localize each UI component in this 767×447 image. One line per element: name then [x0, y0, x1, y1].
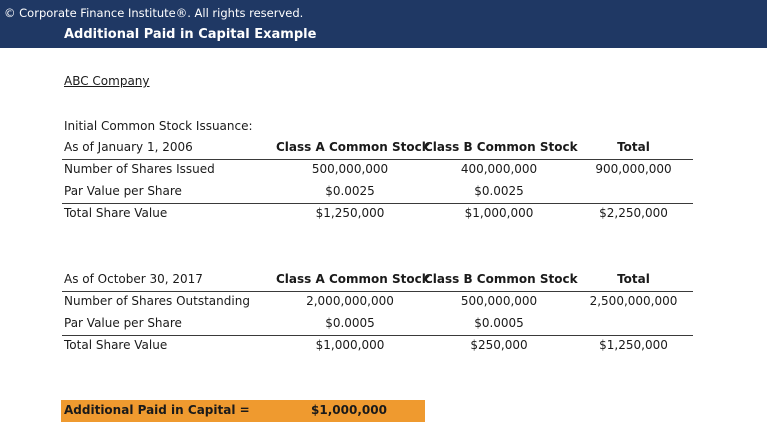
class-a-value: 2,000,000,000	[306, 294, 394, 308]
apic-result-bar	[61, 400, 425, 422]
class-a-value: $1,000,000	[315, 338, 385, 352]
col-header-class-b: Class B Common Stock	[424, 272, 578, 286]
total-value: 900,000,000	[595, 162, 672, 176]
row-label: Number of Shares Issued	[64, 162, 215, 176]
apic-value: $1,000,000	[311, 403, 387, 417]
current-date-label: As of October 30, 2017	[64, 272, 203, 286]
issuance-date-label: As of January 1, 2006	[64, 140, 193, 154]
col-header-class-a: Class A Common Stock	[276, 140, 430, 154]
class-b-value: 500,000,000	[460, 294, 538, 308]
col-header-class-b: Class B Common Stock	[424, 140, 578, 154]
company-name: ABC Company	[64, 74, 150, 88]
total-value: $2,250,000	[599, 206, 668, 220]
class-b-value: $0.0025	[474, 184, 524, 198]
copyright-notice: © Corporate Finance Institute®. All rights reserved.	[4, 6, 304, 20]
table-row	[62, 291, 693, 313]
class-b-value: $0.0005	[474, 316, 524, 330]
page-title: Additional Paid in Capital Example	[64, 27, 317, 42]
row-label: Total Share Value	[64, 206, 168, 220]
table-row	[62, 203, 693, 225]
row-label: Total Share Value	[64, 338, 168, 352]
class-a-value: 500,000,000	[311, 162, 389, 176]
apic-label: Additional Paid in Capital =	[64, 403, 250, 417]
table-row	[62, 335, 693, 357]
issuance-section-title: Initial Common Stock Issuance:	[64, 119, 253, 133]
col-header-total: Total	[617, 140, 650, 154]
class-b-value: $250,000	[470, 338, 528, 352]
row-label: Par Value per Share	[64, 316, 182, 330]
total-value: $1,250,000	[599, 338, 668, 352]
table-row	[62, 159, 693, 181]
class-a-value: $0.0025	[325, 184, 375, 198]
class-b-value: $1,000,000	[464, 206, 534, 220]
row-label: Par Value per Share	[64, 184, 182, 198]
class-a-value: $0.0005	[325, 316, 375, 330]
header-bar	[0, 0, 767, 48]
issuance-header-row	[62, 137, 693, 160]
current-header-row	[62, 269, 693, 292]
col-header-total: Total	[617, 272, 650, 286]
total-value: 2,500,000,000	[589, 294, 678, 308]
table-row	[62, 181, 693, 204]
table-row	[62, 313, 693, 336]
class-a-value: $1,250,000	[315, 206, 385, 220]
class-b-value: 400,000,000	[460, 162, 538, 176]
row-label: Number of Shares Outstanding	[64, 294, 250, 308]
col-header-class-a: Class A Common Stock	[276, 272, 430, 286]
